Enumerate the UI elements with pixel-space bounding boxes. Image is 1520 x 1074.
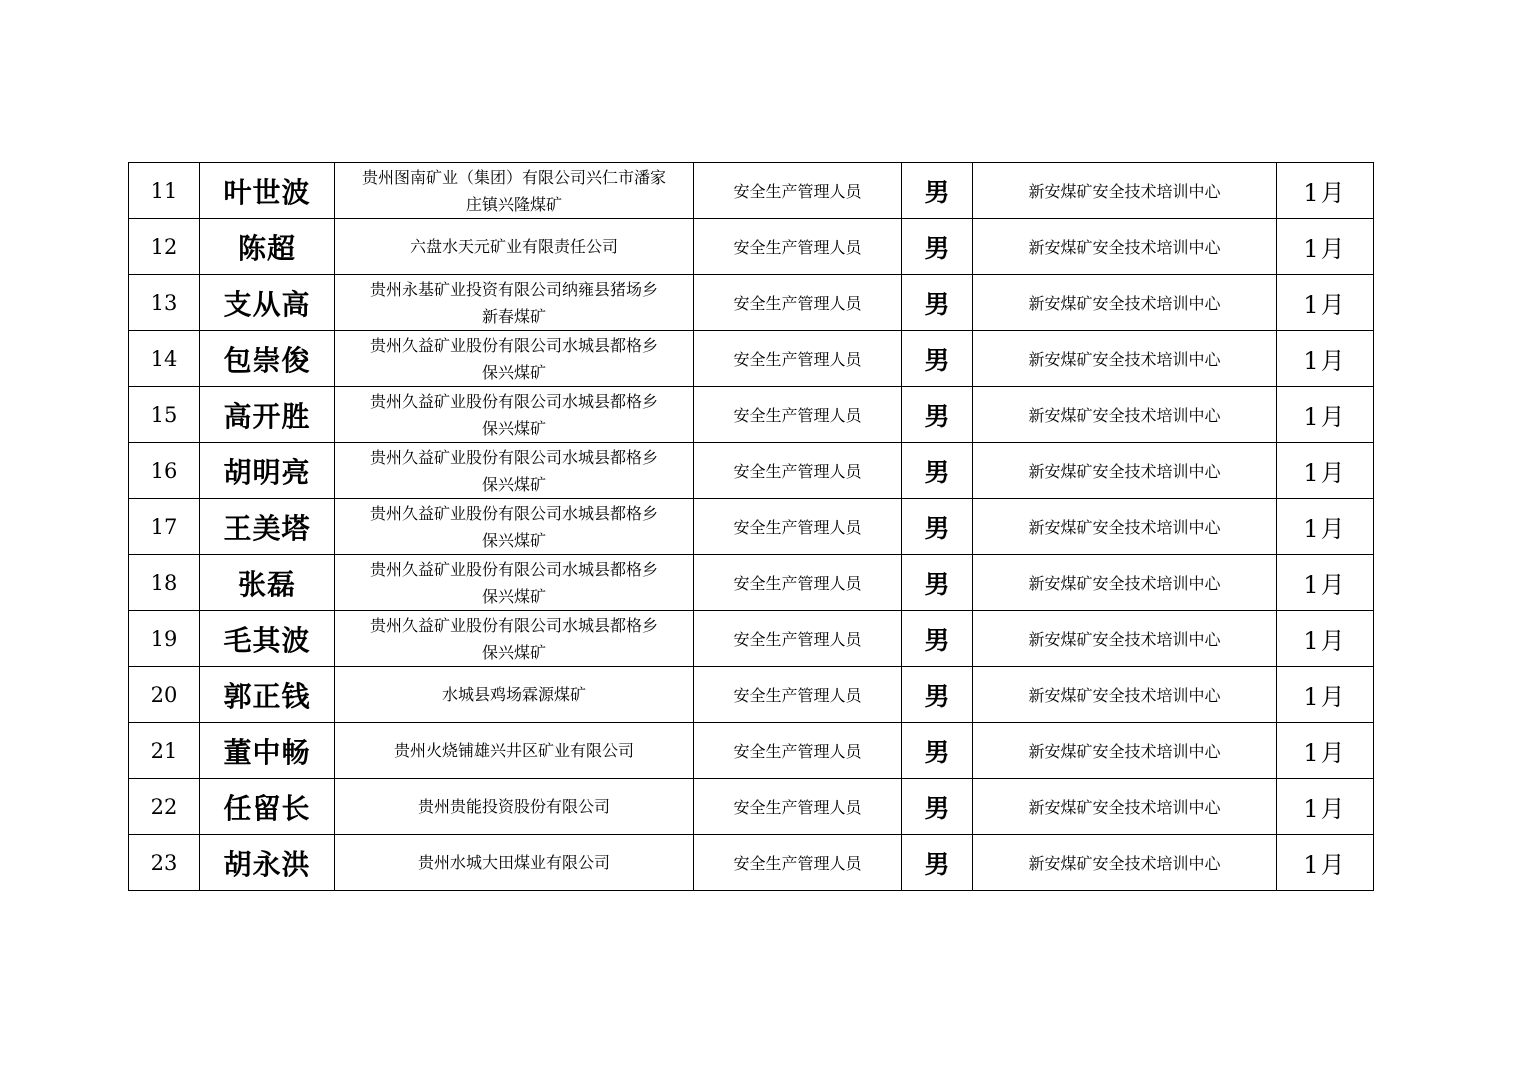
table-body: [129, 163, 1374, 891]
table-row: [129, 275, 1374, 331]
gender: 男: [902, 667, 973, 723]
work-unit-line: 保兴煤矿: [481, 642, 546, 662]
position-type: 安全生产管理人员: [694, 275, 902, 331]
training-duration: 1月: [1277, 275, 1374, 331]
position-type: 安全生产管理人员: [694, 331, 902, 387]
table-row: [129, 611, 1374, 667]
position-type: 安全生产管理人员: [694, 219, 902, 275]
work-unit-line: 保兴煤矿: [481, 586, 546, 606]
table-row: [129, 387, 1374, 443]
work-unit: [335, 275, 694, 331]
gender: 男: [902, 163, 973, 219]
training-center: 新安煤矿安全技术培训中心: [973, 611, 1277, 667]
training-center: 新安煤矿安全技术培训中心: [973, 443, 1277, 499]
training-duration: 1月: [1277, 387, 1374, 443]
work-unit: [335, 835, 694, 891]
gender: 男: [902, 275, 973, 331]
row-number: 14: [129, 331, 200, 387]
person-name: 胡永洪: [200, 835, 335, 891]
gender: 男: [902, 779, 973, 835]
work-unit: [335, 331, 694, 387]
position-type: 安全生产管理人员: [694, 163, 902, 219]
person-name: 张磊: [200, 555, 335, 611]
work-unit: [335, 611, 694, 667]
table-row: [129, 835, 1374, 891]
table-row: [129, 667, 1374, 723]
training-duration: 1月: [1277, 611, 1374, 667]
gender: 男: [902, 835, 973, 891]
gender: 男: [902, 555, 973, 611]
training-duration: 1月: [1277, 443, 1374, 499]
training-duration: 1月: [1277, 835, 1374, 891]
gender: 男: [902, 723, 973, 779]
work-unit-line: 贵州图南矿业（集团）有限公司兴仁市潘家: [361, 167, 666, 187]
person-name: 支从高: [200, 275, 335, 331]
work-unit-line: 贵州久益矿业股份有限公司水城县都格乡: [369, 447, 658, 467]
person-name: 胡明亮: [200, 443, 335, 499]
person-name: 毛其波: [200, 611, 335, 667]
person-name: 郭正钱: [200, 667, 335, 723]
training-center: 新安煤矿安全技术培训中心: [973, 331, 1277, 387]
training-center: 新安煤矿安全技术培训中心: [973, 555, 1277, 611]
work-unit: [335, 555, 694, 611]
table-row: [129, 779, 1374, 835]
training-duration: 1月: [1277, 219, 1374, 275]
work-unit-line: 贵州久益矿业股份有限公司水城县都格乡: [369, 503, 658, 523]
person-name: 陈超: [200, 219, 335, 275]
training-duration: 1月: [1277, 667, 1374, 723]
work-unit-line: 水城县鸡场霖源煤矿: [441, 685, 586, 704]
training-center: 新安煤矿安全技术培训中心: [973, 387, 1277, 443]
person-name: 包崇俊: [200, 331, 335, 387]
training-duration: 1月: [1277, 163, 1374, 219]
gender: 男: [902, 219, 973, 275]
work-unit-line: 庄镇兴隆煤矿: [465, 194, 562, 214]
work-unit-line: 保兴煤矿: [481, 474, 546, 494]
row-number: 21: [129, 723, 200, 779]
gender: 男: [902, 387, 973, 443]
training-center: 新安煤矿安全技术培训中心: [973, 723, 1277, 779]
work-unit-line: 贵州贵能投资股份有限公司: [417, 797, 610, 816]
table-row: [129, 443, 1374, 499]
position-type: 安全生产管理人员: [694, 555, 902, 611]
training-center: 新安煤矿安全技术培训中心: [973, 499, 1277, 555]
row-number: 12: [129, 219, 200, 275]
row-number: 15: [129, 387, 200, 443]
row-number: 13: [129, 275, 200, 331]
work-unit-line: 保兴煤矿: [481, 530, 546, 550]
work-unit-line: 保兴煤矿: [481, 362, 546, 382]
position-type: 安全生产管理人员: [694, 499, 902, 555]
position-type: 安全生产管理人员: [694, 779, 902, 835]
work-unit-line: 贵州久益矿业股份有限公司水城县都格乡: [369, 559, 658, 579]
work-unit: [335, 667, 694, 723]
gender: 男: [902, 443, 973, 499]
person-name: 王美塔: [200, 499, 335, 555]
row-number: 20: [129, 667, 200, 723]
gender: 男: [902, 331, 973, 387]
row-number: 17: [129, 499, 200, 555]
position-type: 安全生产管理人员: [694, 723, 902, 779]
table-row: [129, 163, 1374, 219]
row-number: 23: [129, 835, 200, 891]
work-unit: [335, 499, 694, 555]
person-name: 高开胜: [200, 387, 335, 443]
work-unit-line: 贵州久益矿业股份有限公司水城县都格乡: [369, 615, 658, 635]
table-row: [129, 219, 1374, 275]
training-duration: 1月: [1277, 723, 1374, 779]
work-unit-line: 贵州久益矿业股份有限公司水城县都格乡: [369, 391, 658, 411]
training-center: 新安煤矿安全技术培训中心: [973, 779, 1277, 835]
person-name: 任留长: [200, 779, 335, 835]
gender: 男: [902, 611, 973, 667]
person-name: 叶世波: [200, 163, 335, 219]
work-unit-line: 贵州水城大田煤业有限公司: [417, 853, 610, 872]
row-number: 22: [129, 779, 200, 835]
training-center: 新安煤矿安全技术培训中心: [973, 835, 1277, 891]
work-unit-line: 贵州火烧铺雄兴井区矿业有限公司: [393, 741, 634, 760]
row-number: 19: [129, 611, 200, 667]
work-unit: [335, 387, 694, 443]
trainee-table: [128, 162, 1374, 891]
table-row: [129, 499, 1374, 555]
training-center: 新安煤矿安全技术培训中心: [973, 275, 1277, 331]
row-number: 16: [129, 443, 200, 499]
training-center: 新安煤矿安全技术培训中心: [973, 219, 1277, 275]
work-unit-line: 保兴煤矿: [481, 418, 546, 438]
person-name: 董中畅: [200, 723, 335, 779]
table-row: [129, 331, 1374, 387]
position-type: 安全生产管理人员: [694, 835, 902, 891]
training-center: 新安煤矿安全技术培训中心: [973, 667, 1277, 723]
work-unit: [335, 219, 694, 275]
gender: 男: [902, 499, 973, 555]
training-duration: 1月: [1277, 779, 1374, 835]
position-type: 安全生产管理人员: [694, 611, 902, 667]
work-unit-line: 六盘水天元矿业有限责任公司: [409, 237, 618, 256]
table-row: [129, 723, 1374, 779]
position-type: 安全生产管理人员: [694, 667, 902, 723]
table-row: [129, 555, 1374, 611]
work-unit-line: 贵州久益矿业股份有限公司水城县都格乡: [369, 335, 658, 355]
work-unit: [335, 163, 694, 219]
position-type: 安全生产管理人员: [694, 443, 902, 499]
work-unit: [335, 779, 694, 835]
row-number: 18: [129, 555, 200, 611]
work-unit-line: 贵州永基矿业投资有限公司纳雍县猪场乡: [369, 279, 658, 299]
training-duration: 1月: [1277, 331, 1374, 387]
row-number: 11: [129, 163, 200, 219]
training-duration: 1月: [1277, 499, 1374, 555]
work-unit-line: 新春煤矿: [481, 306, 546, 326]
work-unit: [335, 443, 694, 499]
work-unit: [335, 723, 694, 779]
training-center: 新安煤矿安全技术培训中心: [973, 163, 1277, 219]
training-duration: 1月: [1277, 555, 1374, 611]
position-type: 安全生产管理人员: [694, 387, 902, 443]
